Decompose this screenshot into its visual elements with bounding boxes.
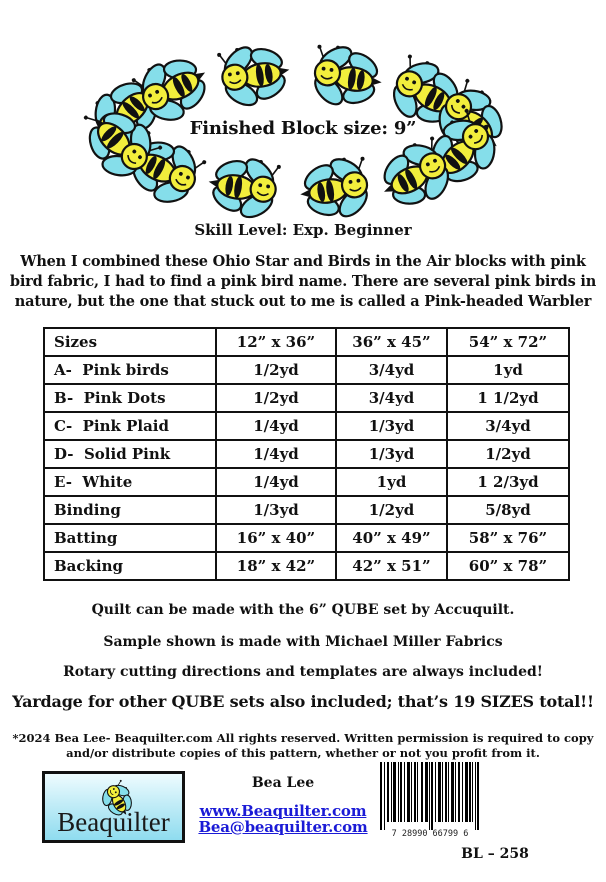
row-label: C- Pink Plaid [44,412,216,440]
table-row [44,496,569,524]
intro-paragraph [0,252,606,312]
copyright-notice [0,731,606,760]
cell: 1/3yd [336,440,447,468]
row-label: D- Solid Pink [44,440,216,468]
cell: 1/3yd [336,412,447,440]
cell: 1/2yd [447,440,569,468]
cell: 18” x 42” [216,552,336,580]
logo-text: Beaquilter [57,807,170,837]
bee-icon [203,148,283,226]
intro-line: bird fabric, I had to find a pink bird name. There are several pink birds in [9,273,597,290]
row-label: Batting [44,524,216,552]
table-row [44,356,569,384]
beaquilter-logo [42,771,185,843]
skill-level: Skill Level: Exp. Beginner [194,221,412,239]
author-name: Bea Lee [251,775,315,791]
note-qube: Quilt can be made with the 6” QUBE set by Accuquilt. [91,602,515,618]
cell: 1/4yd [216,412,336,440]
cell: 40” x 49” [336,524,447,552]
cell: 1/4yd [216,468,336,496]
table-row [44,468,569,496]
bee-icon [215,36,295,114]
row-label: Backing [44,552,216,580]
intro-line: nature, but the one that stuck out to me is called a Pink-headed Warbler [14,293,592,310]
barcode-digits: 7 28990 66799 6 [391,829,469,839]
col-header-sizes: Sizes [44,328,216,356]
cell: 42” x 51” [336,552,447,580]
cell: 1 2/3yd [447,468,569,496]
table-row [44,384,569,412]
copyright-line: *2024 Bea Lee- Beaquilter.com All rights reserved. Written permission is required to copy [12,731,594,745]
bee-icon [307,38,387,116]
cell: 1yd [336,468,447,496]
col-header-size2: 36” x 45” [336,328,447,356]
website-link[interactable]: www.Beaquilter.com [199,802,367,820]
cell: 1/2yd [336,496,447,524]
cell: 3/4yd [447,412,569,440]
cell: 3/4yd [336,356,447,384]
table-row [44,440,569,468]
cell: 1/4yd [216,440,336,468]
col-header-size3: 54” x 72” [447,328,569,356]
note-rotary: Rotary cutting directions and templates are always included! [63,664,543,680]
cell: 1/2yd [216,384,336,412]
pattern-number: BL – 258 [461,846,529,862]
cell: 60” x 78” [447,552,569,580]
cell: 16” x 40” [216,524,336,552]
row-label: A- Pink birds [44,356,216,384]
cell: 1 1/2yd [447,384,569,412]
finished-block-size: Finished Block size: 9” [189,118,417,139]
intro-line: When I combined these Ohio Star and Birds in the Air blocks with pink [20,253,586,270]
email-link[interactable]: Bea@beaquilter.com [198,818,368,836]
bee-icon [295,150,375,228]
cell: 5/8yd [447,496,569,524]
table-row [44,552,569,580]
cell: 1yd [447,356,569,384]
table-row [44,524,569,552]
table-header-row [44,328,569,356]
table-row [44,412,569,440]
note-yardage: Yardage for other QUBE sets also included; that’s 19 SIZES total!! [12,692,594,711]
row-label: Binding [44,496,216,524]
copyright-line: and/or distribute copies of this pattern, whether or not you profit from it. [66,745,540,760]
row-label: B- Pink Dots [44,384,216,412]
cell: 1/2yd [216,356,336,384]
yardage-table [43,327,570,581]
cell: 3/4yd [336,384,447,412]
cell: 58” x 76” [447,524,569,552]
cell: 1/3yd [216,496,336,524]
row-label: E- White [44,468,216,496]
upc-barcode [380,762,480,840]
col-header-size1: 12” x 36” [216,328,336,356]
note-fabrics: Sample shown is made with Michael Miller Fabrics [103,634,503,650]
